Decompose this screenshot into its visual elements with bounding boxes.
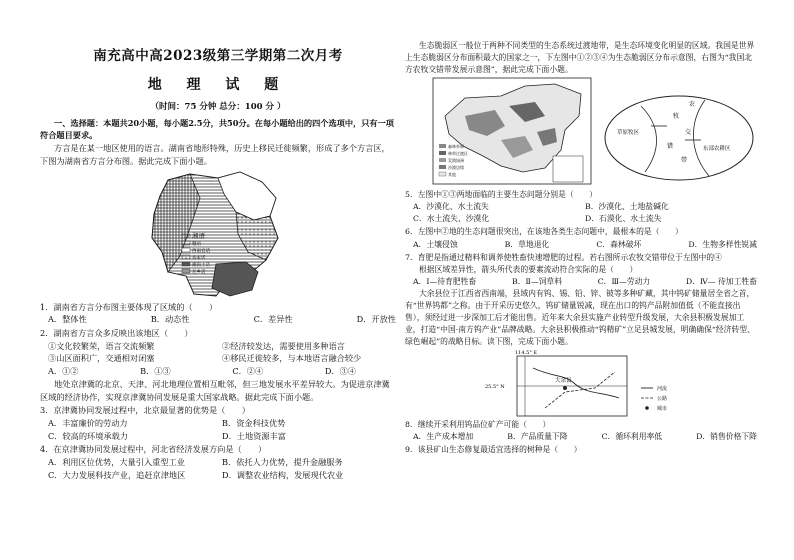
option: C．差异性 <box>253 314 293 325</box>
agro-pastoral-diagram <box>605 96 753 180</box>
subject-title: 地 理 试 题 <box>147 76 289 93</box>
hunan-map-svg <box>40 168 396 300</box>
question-1-stem: 1．湖南省方言分布图主要体现了区域的（ ） <box>40 301 218 312</box>
option: B．动态性 <box>150 314 190 325</box>
question-7-options <box>405 276 757 288</box>
section-intro: 一、选择题：本题共20小题，每小题2.5分，共50分。在每小题给出的四个选项中，只有一项符合题目要求。 <box>40 117 394 141</box>
svg-text:牧: 牧 <box>673 113 680 121</box>
question-5-stem: 5．左图中①③两地面临的主要生态问题分别是（ ） <box>405 190 598 200</box>
question-5-options <box>405 201 757 225</box>
question-2-options <box>40 365 396 378</box>
time-info: （时间：75 分钟 总分：100 分 ） <box>150 101 286 112</box>
option: B．依托人力优势，提升金融服务 <box>222 457 343 468</box>
question-3-options <box>40 417 396 442</box>
svg-text:草原牧区: 草原牧区 <box>617 130 640 137</box>
option: D．Ⅳ— 待加工牲畜 <box>685 276 757 286</box>
svg-text:114.5° E: 114.5° E <box>515 350 538 357</box>
svg-text:农: 农 <box>689 101 696 109</box>
option: B．①③ <box>140 366 171 377</box>
option: D．销售价格下降 <box>696 432 757 442</box>
question-1-options <box>40 313 396 326</box>
question-3-stem: 3．京津冀协同发展过程中，北京最显著的优势是（ ） <box>40 405 250 416</box>
option: D．调整农业结构，发展现代农业 <box>222 469 344 480</box>
option: B．Ⅱ—饲草料 <box>512 276 563 286</box>
svg-text:沙漠边缘: 沙漠边缘 <box>448 165 464 171</box>
svg-text:公路: 公路 <box>657 396 668 403</box>
svg-text:25.5° N: 25.5° N <box>485 384 505 391</box>
dayu-county-map <box>405 348 757 418</box>
option: C．②④ <box>232 366 264 377</box>
option: C．循环利用率低 <box>601 432 663 442</box>
svg-text:荒漠绿洲: 荒漠绿洲 <box>448 158 464 164</box>
option: A．沙漠化、水土流失 <box>413 202 489 212</box>
option: A．土壤侵蚀 <box>413 239 458 249</box>
option: C．水土流失、沙漠化 <box>413 214 490 224</box>
option: D．③④ <box>324 366 356 377</box>
question-4-options <box>40 456 396 481</box>
statement: ④移民迁徙较多，与本地语言融合较少 <box>222 353 362 364</box>
option: A．①② <box>48 366 79 377</box>
option: D．生物多样性锐减 <box>688 239 757 249</box>
svg-text:错: 错 <box>667 143 674 151</box>
question-7-stem: 7．育肥是指通过精料和调养使牲畜快速增肥的过程。若右图所示农牧交错带位于左图中的④ <box>405 252 722 262</box>
svg-text:客家话: 客家话 <box>192 255 206 261</box>
svg-text:河流: 河流 <box>657 386 668 393</box>
option: D．开放性 <box>356 314 396 325</box>
dayu-map-svg <box>405 348 757 418</box>
question-7-stem-2: 根据区域差异性，箭头所代表的要素流动符合实际的是（ ） <box>419 264 638 274</box>
option: D．土地资源丰富 <box>222 430 286 441</box>
option: A．Ⅰ—待育肥牲畜 <box>413 276 477 286</box>
svg-text:东部农耕区: 东部农耕区 <box>703 146 731 153</box>
statement: ①文化较繁荣，语言交流频繁 <box>48 340 155 351</box>
option: B．产品质量下降 <box>507 432 568 442</box>
question-6-options <box>405 239 757 251</box>
svg-text:大余县: 大余县 <box>555 378 572 385</box>
option: A．利用区位优势，大量引入重型工业 <box>48 457 185 468</box>
passage-dayu: 大余县位于江西省西南端，县域内有钨、锡、铅、锌、铍等多种矿藏，其中钨矿储量居全省之首，有“世界钨都”之称。由于开采历史悠久，钨矿储量锐减，现在出口的钨产品附加值低（不能直接出售），须经过进一步深加工后才能出售。近年来大余县实施产业转型升级发展，大余县积极发展加工业，打造“中国·南方钨产业”品牌战略。大余县积极推动“钨精矿”立足县城发展，明确确保“经济转型、绿色崛起”的战略目标。读下图，完成下面小题。 <box>405 288 755 347</box>
svg-text:瓦乡话: 瓦乡话 <box>192 269 206 275</box>
svg-text:湘语: 湘语 <box>192 231 205 240</box>
svg-text:森林草原: 森林草原 <box>448 144 464 150</box>
passage-1: 方言是在某一地区使用的语言。湖南省地形特殊，历史上移民迁徙频繁，形成了多个方言区，下图为湖南省方言分布图。据此完成下面小题。 <box>40 143 390 166</box>
svg-text:带: 带 <box>681 157 688 165</box>
svg-text:城市: 城市 <box>657 406 668 413</box>
passage-2: 地处京津冀的北京、天津、河北地理位置相互毗邻，但三地发展水平差异较大。为促进京津冀区域的经济协作，实现京津冀协同发展是重大国家战略。据此完成下面小题。 <box>40 378 390 402</box>
question-2-statements <box>40 340 396 365</box>
option: A．丰富廉价的劳动力 <box>48 417 128 428</box>
passage-ecology: 生态脆弱区一般位于两种不同类型的生态系统过渡地带，是生态环境变化明显的区域。我国是世界上生态脆弱区分布面积最大的国家之一，下左图中①②③④为生态脆弱区分布示意图，右图为“我国北方农牧交错带发展示意图”，据此完成下面小题。 <box>405 41 755 75</box>
right-column <box>405 40 757 456</box>
question-4-stem: 4．在京津冀协同发展过程中，河北省经济发展方向是（ ） <box>40 444 267 455</box>
china-eco-map <box>433 78 591 184</box>
option: D．石漠化、水土流失 <box>585 214 662 224</box>
left-column <box>40 0 396 481</box>
option: A．生产成本增加 <box>413 432 474 442</box>
svg-text:赣语: 赣语 <box>192 241 201 247</box>
question-8-options <box>405 431 757 443</box>
question-9-stem: 9．该县矿山生态修复最适宜选择的树种是（ ） <box>405 445 582 455</box>
option: B．资金科技优势 <box>222 417 286 428</box>
svg-text:林草过渡区: 林草过渡区 <box>448 151 468 157</box>
svg-text:交: 交 <box>685 129 692 137</box>
statement: ③山区面积广，交通相对闭塞 <box>48 353 155 364</box>
question-2-stem: 2．湖南省方言众多反映出该地区（ ） <box>40 328 193 338</box>
exam-title: 南充高中高2023级第三学期第二次月考 <box>93 48 343 64</box>
option: C．大力发展科技产业，追赶京津地区 <box>48 469 186 480</box>
option: C．Ⅲ—劳动力 <box>597 276 651 286</box>
statement: ②经济较发达，需要使用多种语言 <box>222 340 345 351</box>
question-8-stem: 8．继续开采利用钨品位矿产可能（ ） <box>405 420 551 430</box>
option: B．草地退化 <box>504 239 550 249</box>
svg-text:西南官话: 西南官话 <box>192 248 210 254</box>
option: B．沙漠化、土地盐碱化 <box>585 202 669 212</box>
ecology-figures <box>405 76 757 188</box>
option: A．整体性 <box>48 314 87 325</box>
option: C．森林破坏 <box>596 239 642 249</box>
question-6-stem: 6．左图中②地的生态问题很突出，在该地各类生态问题中，最根本的是（ ） <box>405 227 683 237</box>
hunan-dialect-map <box>40 168 396 300</box>
option: C．较高的环境承载力 <box>48 430 128 441</box>
svg-text:湘南土话: 湘南土话 <box>192 262 210 268</box>
svg-text:其他: 其他 <box>448 172 456 178</box>
ecology-figures-svg <box>405 76 757 188</box>
